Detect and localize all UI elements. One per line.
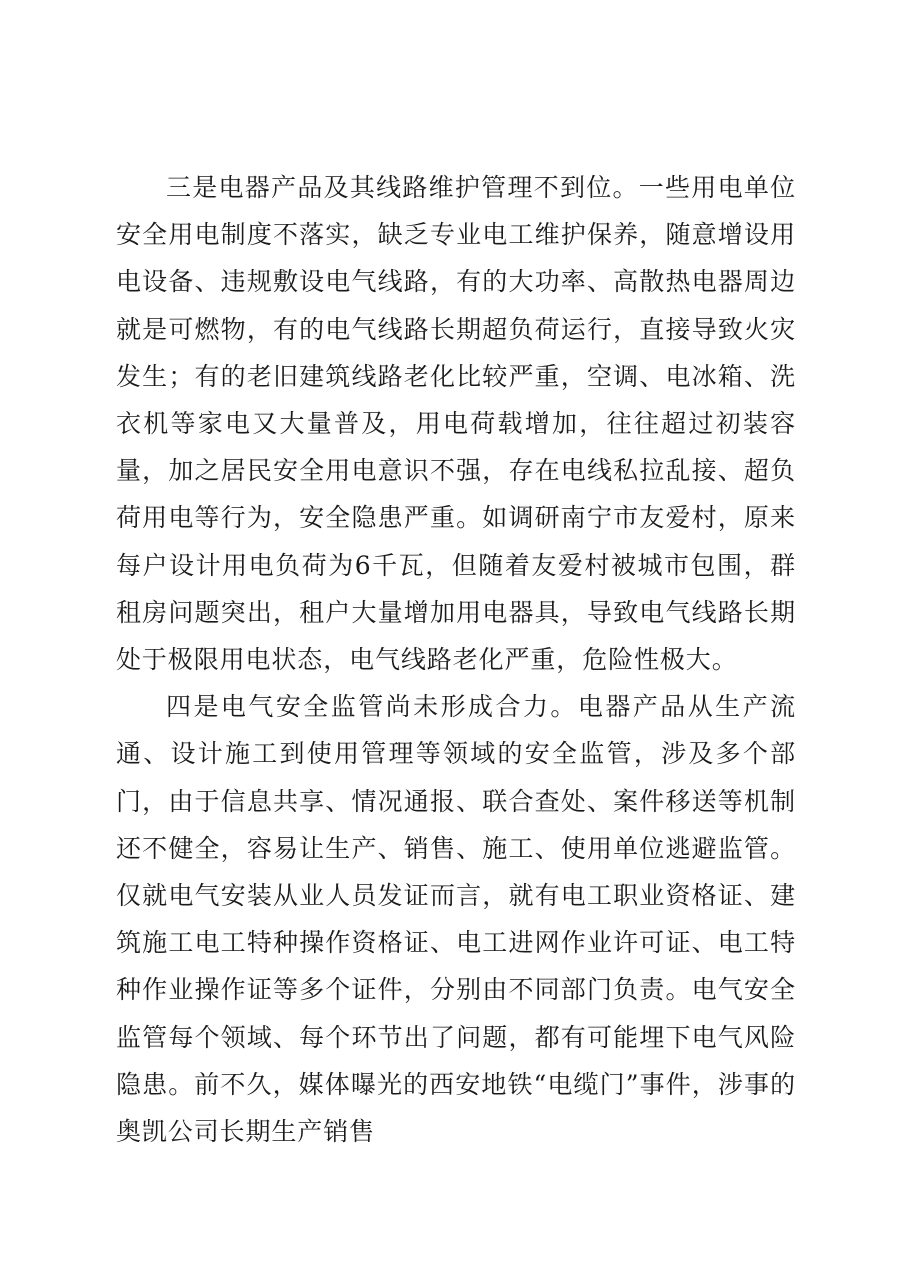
paragraph-safety-supervision: 四是电气安全监管尚未形成合力。电器产品从生产流通、设计施工到使用管理等领域的安全监管，涉及多个部门，由于信息共享、情况通报、联合查处、案件移送等机制还不健全，容易让生产、销售、施工、使用单位逃避监管。仅就电气安装从业人员发证而言，就有电工职业资格证、建筑施工电工特种操作资格证、电工进网作业许可证、电工特种作业操作证等多个证件，分别由不同部门负责。电气安全监管每个领域、每个环节出了问题，都有可能埋下电气风险隐患。前不久，媒体曝光的西安地铁“电缆门”事件，涉事的奥凯公司长期生产销售 <box>116 692 796 1147</box>
document-body <box>116 164 796 1155</box>
paragraph-electrical-maintenance: 三是电器产品及其线路维护管理不到位。一些用电单位安全用电制度不落实，缺乏专业电工维护保养，随意增设用电设备、违规敷设电气线路，有的大功率、高散热电器周边就是可燃物，有的电气线路长期超负荷运行，直接导致火灾发生；有的老旧建筑线路老化比较严重，空调、电冰箱、洗衣机等家电又大量普及，用电荷载增加，往往超过初装容量，加之居民安全用电意识不强，存在电线私拉乱接、超负荷用电等行为，安全隐患严重。如调研南宁市友爱村，原来每户设计用电负荷为6千瓦，但随着友爱村被城市包围，群租房问题突出，租户大量增加用电器具，导致电气线路长期处于极限用电状态，电气线路老化严重，危险性极大。 <box>116 173 796 675</box>
